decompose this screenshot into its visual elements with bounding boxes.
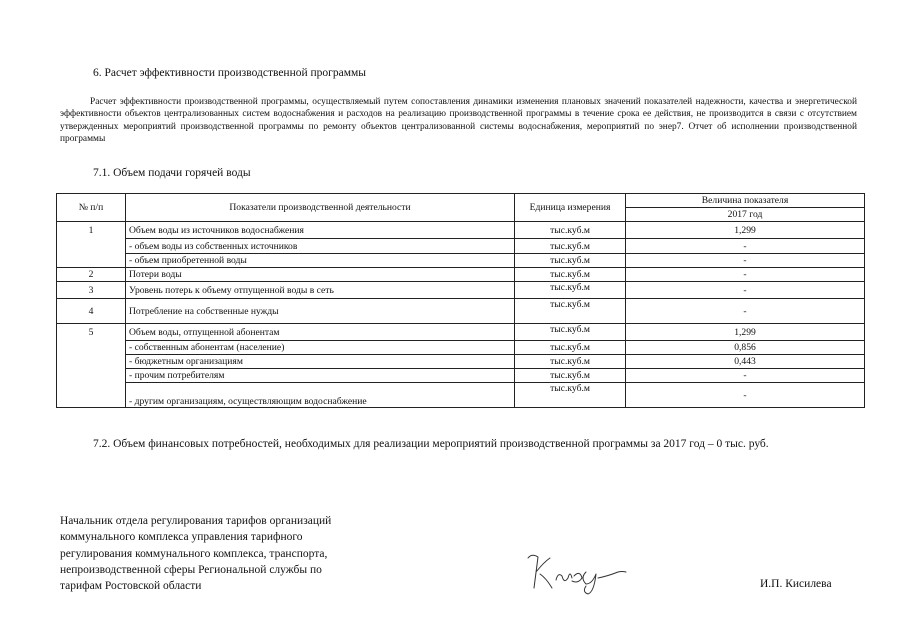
- row-value: -: [626, 268, 865, 282]
- row-num: 1: [57, 222, 126, 268]
- section-6-title: 6. Расчет эффективности производственной программы: [93, 67, 367, 79]
- row-num: 3: [57, 282, 126, 299]
- header-year: 2017 год: [626, 208, 865, 222]
- row-num: 2: [57, 268, 126, 282]
- row-name: - собственным абонентам (население): [126, 341, 515, 355]
- signatory-line: непроизводственной сферы Региональной службы по: [60, 563, 322, 576]
- handwritten-signature: [522, 548, 632, 596]
- row-unit: тыс.куб.м: [515, 254, 626, 268]
- row-name: - объем воды из собственных источников: [126, 239, 515, 254]
- header-unit: Единица измерения: [515, 194, 626, 222]
- row-name: Объем воды из источников водоснабжения: [126, 222, 515, 239]
- header-indicator: Показатели производственной деятельности: [126, 194, 515, 222]
- row-num: 4: [57, 299, 126, 324]
- row-unit: тыс.куб.м: [515, 369, 626, 383]
- row-name: Потери воды: [126, 268, 515, 282]
- section-7-2-title: 7.2. Объем финансовых потребностей, необходимых для реализации мероприятий производственной программы за 2017 год – 0 тыс. руб.: [93, 438, 769, 450]
- row-value: -: [626, 383, 865, 408]
- row-name: - бюджетным организациям: [126, 355, 515, 369]
- signatory-line: Начальник отдела регулирования тарифов организаций: [60, 515, 332, 527]
- row-unit: тыс.куб.м: [515, 239, 626, 254]
- row-name: Уровень потерь к объему отпущенной воды в сеть: [126, 282, 515, 299]
- signatory-line: коммунального комплекса управления тарифного: [60, 531, 303, 544]
- section-6-paragraph-text: Расчет эффективности производственной программы, осуществляемый путем сопоставления динамики изменения плановых значений показателей надежности, качества и энергетической эффективности объектов централизованных систем водоснабжения и расходов на реализацию производственной программы в течение срока ее действия, не производится в связи с отсутствием утвержденных мероприятий производственной программы по ремонту объектов централизованной системы водоснабжения, мероприятий по энер7. Отчет об исполнении производственной программы: [60, 97, 857, 144]
- row-value: -: [626, 299, 865, 324]
- row-name: - другим организациям, осуществляющим водоснабжение: [126, 383, 515, 408]
- row-value: -: [626, 369, 865, 383]
- row-unit: тыс.куб.м: [515, 299, 626, 324]
- row-unit: тыс.куб.м: [515, 383, 626, 408]
- signatory-position: [60, 513, 390, 594]
- header-num: № п/п: [57, 194, 126, 222]
- row-value: -: [626, 239, 865, 254]
- row-value: 1,299: [626, 222, 865, 239]
- row-name: - прочим потребителям: [126, 369, 515, 383]
- signatory-name: И.П. Кисилева: [760, 578, 832, 590]
- section-7-1-title: 7.1. Объем подачи горячей воды: [93, 167, 251, 179]
- row-unit: тыс.куб.м: [515, 282, 626, 299]
- signatory-line: тарифам Ростовской области: [60, 580, 202, 593]
- row-value: 0,856: [626, 341, 865, 355]
- row-value: 0,443: [626, 355, 865, 369]
- row-unit: тыс.куб.м: [515, 355, 626, 369]
- hot-water-table: [56, 193, 865, 408]
- signatory-line: регулирования коммунального комплекса, транспорта,: [60, 547, 328, 560]
- row-num: 5: [57, 324, 126, 408]
- row-name: Потребление на собственные нужды: [126, 299, 515, 324]
- row-value: -: [626, 282, 865, 299]
- row-name: - объем приобретенной воды: [126, 254, 515, 268]
- row-value: 1,299: [626, 324, 865, 341]
- row-unit: тыс.куб.м: [515, 324, 626, 341]
- row-value: -: [626, 254, 865, 268]
- row-unit: тыс.куб.м: [515, 341, 626, 355]
- row-unit: тыс.куб.м: [515, 222, 626, 239]
- header-value: Величина показателя: [626, 194, 865, 208]
- section-6-paragraph: [60, 96, 857, 145]
- row-name: Объем воды, отпущенной абонентам: [126, 324, 515, 341]
- row-unit: тыс.куб.м: [515, 268, 626, 282]
